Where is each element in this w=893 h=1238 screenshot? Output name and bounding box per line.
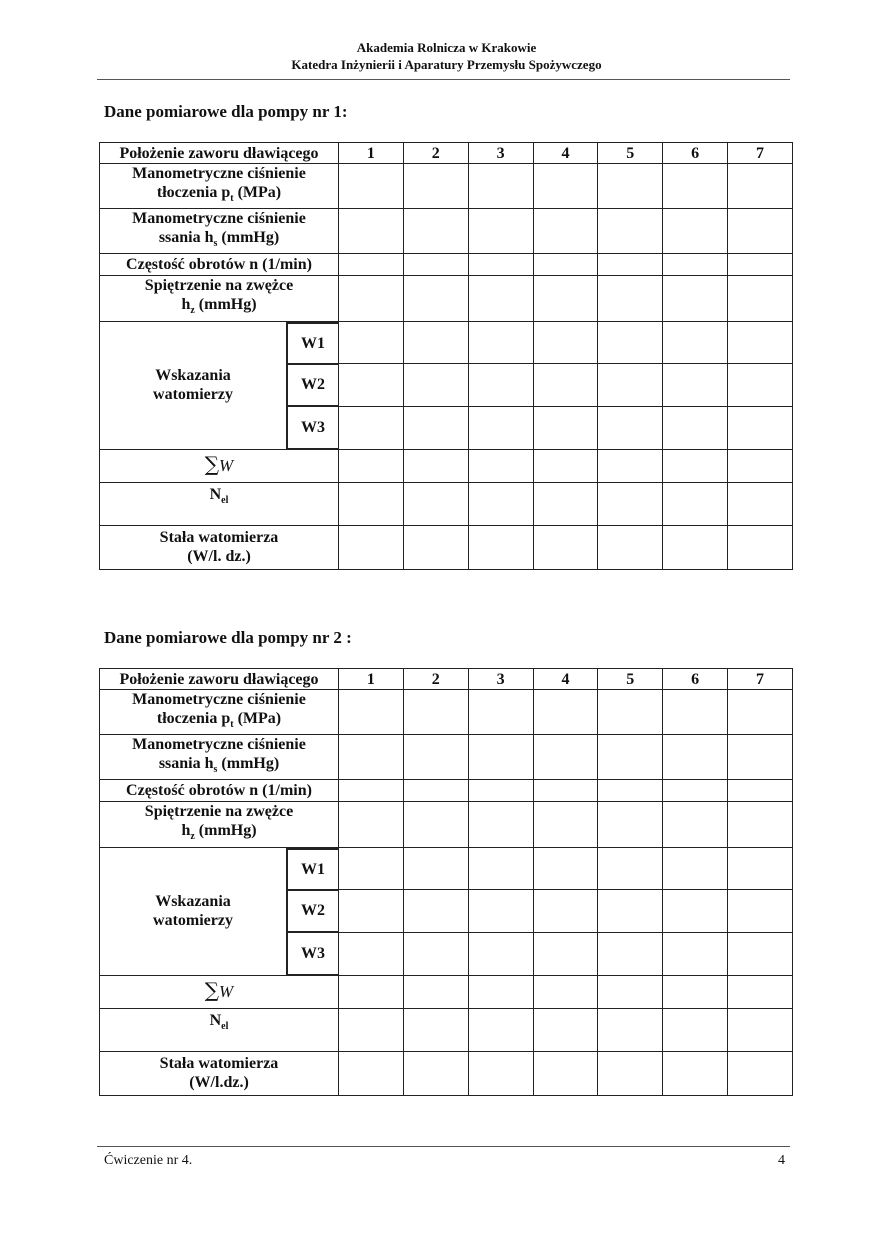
data-cell[interactable] xyxy=(598,975,663,1008)
data-cell[interactable] xyxy=(728,780,793,802)
data-cell[interactable] xyxy=(728,321,793,363)
data-cell[interactable] xyxy=(663,164,728,209)
data-cell[interactable] xyxy=(728,363,793,406)
label-line: h xyxy=(181,822,191,840)
data-cell[interactable] xyxy=(403,449,468,482)
orifice-head-label xyxy=(100,802,339,847)
data-cell[interactable] xyxy=(339,276,404,321)
unit: (mmHg) xyxy=(217,229,280,247)
w2-label: W2 xyxy=(286,365,338,407)
data-cell[interactable] xyxy=(403,735,468,780)
sum-variable: W xyxy=(219,456,234,476)
data-cell[interactable] xyxy=(403,276,468,321)
data-cell[interactable] xyxy=(663,1051,728,1095)
data-cell[interactable] xyxy=(468,889,533,932)
subscript: s xyxy=(213,764,218,776)
row-nel xyxy=(100,1008,793,1051)
data-cell[interactable] xyxy=(339,1051,404,1095)
label-line: watomierzy xyxy=(153,386,233,404)
subscript: el xyxy=(221,1020,229,1032)
orifice-head-label xyxy=(100,276,339,321)
row-orifice-head xyxy=(100,276,793,321)
page-number: 4 xyxy=(778,1153,785,1168)
data-cell[interactable] xyxy=(403,363,468,406)
section-title-pump-1: Dane pomiarowe dla pompy nr 1: xyxy=(104,102,348,121)
row-suction-pressure xyxy=(100,735,793,780)
data-cell[interactable] xyxy=(403,780,468,802)
data-cell[interactable] xyxy=(339,802,404,847)
data-cell[interactable] xyxy=(598,802,663,847)
data-cell[interactable] xyxy=(533,406,598,449)
data-cell[interactable] xyxy=(728,975,793,1008)
subscript: el xyxy=(221,494,229,506)
data-cell[interactable] xyxy=(598,406,663,449)
data-cell[interactable] xyxy=(339,254,404,276)
suction-pressure-label xyxy=(100,209,339,254)
data-cell[interactable] xyxy=(339,164,404,209)
data-cell[interactable] xyxy=(598,276,663,321)
data-cell[interactable] xyxy=(598,321,663,363)
data-cell[interactable] xyxy=(533,975,598,1008)
rotation-speed-label: Częstość obrotów n (1/min) xyxy=(100,780,339,802)
data-cell[interactable] xyxy=(468,254,533,276)
rotation-speed-label: Częstość obrotów n (1/min) xyxy=(100,254,339,276)
label-line: ssania h xyxy=(158,755,214,773)
label-line: Manometryczne ciśnienie xyxy=(132,691,306,708)
row-rotation-speed xyxy=(100,780,793,802)
measurement-table xyxy=(99,668,793,1096)
data-cell[interactable] xyxy=(468,525,533,569)
sum-w-label xyxy=(100,975,339,1008)
data-cell[interactable] xyxy=(533,690,598,735)
label-line: Manometryczne ciśnienie xyxy=(132,736,306,754)
unit: (mmHg) xyxy=(217,755,280,773)
discharge-pressure-label xyxy=(100,164,339,209)
data-cell[interactable] xyxy=(533,889,598,932)
column-header-5: 5 xyxy=(598,669,663,690)
header-row xyxy=(100,143,793,164)
data-cell[interactable] xyxy=(339,406,404,449)
data-cell[interactable] xyxy=(339,932,404,975)
wattmeter-readings-label xyxy=(100,848,286,975)
data-cell[interactable] xyxy=(533,482,598,525)
data-cell[interactable] xyxy=(339,363,404,406)
data-cell[interactable] xyxy=(598,363,663,406)
data-cell[interactable] xyxy=(663,735,728,780)
data-cell[interactable] xyxy=(728,735,793,780)
row-suction-pressure xyxy=(100,209,793,254)
column-header-5: 5 xyxy=(598,143,663,164)
data-cell[interactable] xyxy=(663,847,728,889)
row-wattmeter-w1 xyxy=(100,847,793,889)
label-line: ssania h xyxy=(158,229,214,247)
suction-pressure-label xyxy=(100,735,339,780)
data-cell[interactable] xyxy=(403,209,468,254)
column-header-2: 2 xyxy=(403,669,468,690)
data-cell[interactable] xyxy=(533,802,598,847)
data-cell[interactable] xyxy=(468,802,533,847)
label-line: Wskazania xyxy=(155,893,231,911)
data-cell[interactable] xyxy=(468,449,533,482)
subscript: t xyxy=(230,193,234,205)
data-cell[interactable] xyxy=(728,1051,793,1095)
row-wattmeter-w1 xyxy=(100,321,793,363)
data-cell[interactable] xyxy=(598,847,663,889)
data-cell[interactable] xyxy=(533,449,598,482)
label-line: tłoczenia p xyxy=(156,184,231,201)
column-header-4: 4 xyxy=(533,669,598,690)
data-cell[interactable] xyxy=(663,1008,728,1051)
sum-w-label xyxy=(100,449,339,482)
data-cell[interactable] xyxy=(663,780,728,802)
subscript: s xyxy=(213,238,218,250)
data-cell[interactable] xyxy=(468,209,533,254)
data-cell[interactable] xyxy=(663,932,728,975)
data-cell[interactable] xyxy=(728,690,793,735)
data-cell[interactable] xyxy=(728,1008,793,1051)
data-cell[interactable] xyxy=(533,735,598,780)
data-cell[interactable] xyxy=(598,889,663,932)
data-cell[interactable] xyxy=(468,1008,533,1051)
data-cell[interactable] xyxy=(339,975,404,1008)
w3-label: W3 xyxy=(286,933,338,976)
institution-name: Akademia Rolnicza w Krakowie xyxy=(356,40,537,55)
data-cell[interactable] xyxy=(533,321,598,363)
data-cell[interactable] xyxy=(663,975,728,1008)
nel-label xyxy=(100,1008,339,1051)
data-cell[interactable] xyxy=(403,321,468,363)
data-cell[interactable] xyxy=(533,932,598,975)
unit: (MPa) xyxy=(233,184,282,201)
nel-label xyxy=(100,482,339,525)
row-wattmeter-constant xyxy=(100,525,793,569)
w1-label: W1 xyxy=(286,322,338,365)
data-cell[interactable] xyxy=(468,482,533,525)
data-cell[interactable] xyxy=(403,1051,468,1095)
data-cell[interactable] xyxy=(728,847,793,889)
data-cell[interactable] xyxy=(403,254,468,276)
header-rule xyxy=(97,79,790,80)
label-line: (W/l.dz.) xyxy=(189,1074,249,1092)
subscript: z xyxy=(190,831,195,843)
data-cell[interactable] xyxy=(598,735,663,780)
wattmeter-readings-cell xyxy=(100,847,339,975)
label-line: watomierzy xyxy=(153,912,233,930)
data-cell[interactable] xyxy=(533,780,598,802)
label-line: Spiętrzenie na zwężce xyxy=(144,803,294,821)
data-cell[interactable] xyxy=(598,482,663,525)
data-cell[interactable] xyxy=(533,164,598,209)
column-header-7: 7 xyxy=(728,143,793,164)
data-cell[interactable] xyxy=(663,209,728,254)
data-cell[interactable] xyxy=(728,449,793,482)
data-cell[interactable] xyxy=(403,482,468,525)
data-cell[interactable] xyxy=(663,802,728,847)
w3-label: W3 xyxy=(286,407,338,450)
data-cell[interactable] xyxy=(403,889,468,932)
wattmeter-readings-cell xyxy=(100,321,339,449)
data-cell[interactable] xyxy=(663,363,728,406)
data-cell[interactable] xyxy=(663,690,728,735)
data-cell[interactable] xyxy=(728,889,793,932)
data-cell[interactable] xyxy=(339,525,404,569)
label-line: tłoczenia p xyxy=(156,710,231,727)
row-discharge-pressure xyxy=(100,164,793,209)
data-cell[interactable] xyxy=(533,254,598,276)
sum-variable: W xyxy=(219,982,234,1002)
label-line: Manometryczne ciśnienie xyxy=(132,210,306,228)
data-cell[interactable] xyxy=(403,1008,468,1051)
data-cell[interactable] xyxy=(403,847,468,889)
data-cell[interactable] xyxy=(598,164,663,209)
column-header-1: 1 xyxy=(339,669,404,690)
label-line: Stała watomierza xyxy=(159,1055,279,1073)
data-cell[interactable] xyxy=(468,164,533,209)
unit: (mmHg) xyxy=(194,296,257,314)
column-header-2: 2 xyxy=(403,143,468,164)
column-header-3: 3 xyxy=(468,143,533,164)
row-rotation-speed xyxy=(100,254,793,276)
data-cell[interactable] xyxy=(598,254,663,276)
data-cell[interactable] xyxy=(403,932,468,975)
valve-position-label: Położenie zaworu dławiącego xyxy=(100,143,339,164)
data-cell[interactable] xyxy=(728,525,793,569)
footer-rule xyxy=(97,1146,790,1147)
data-cell[interactable] xyxy=(468,735,533,780)
data-cell[interactable] xyxy=(403,406,468,449)
data-cell[interactable] xyxy=(339,889,404,932)
unit: (mmHg) xyxy=(194,822,257,840)
data-cell[interactable] xyxy=(339,321,404,363)
data-cell[interactable] xyxy=(468,276,533,321)
data-cell[interactable] xyxy=(663,276,728,321)
nel-symbol: N xyxy=(209,1011,222,1029)
data-cell[interactable] xyxy=(728,164,793,209)
column-header-6: 6 xyxy=(663,669,728,690)
data-cell[interactable] xyxy=(728,209,793,254)
column-header-3: 3 xyxy=(468,669,533,690)
data-cell[interactable] xyxy=(728,406,793,449)
data-cell[interactable] xyxy=(339,847,404,889)
row-discharge-pressure xyxy=(100,690,793,735)
data-cell[interactable] xyxy=(663,321,728,363)
data-cell[interactable] xyxy=(663,482,728,525)
subscript: t xyxy=(230,719,234,731)
data-cell[interactable] xyxy=(663,525,728,569)
data-cell[interactable] xyxy=(728,254,793,276)
data-cell[interactable] xyxy=(339,209,404,254)
data-cell[interactable] xyxy=(339,735,404,780)
data-cell[interactable] xyxy=(533,847,598,889)
data-cell[interactable] xyxy=(468,847,533,889)
data-cell[interactable] xyxy=(468,780,533,802)
row-nel xyxy=(100,482,793,525)
wattmeter-readings-label xyxy=(100,322,286,449)
row-sum-w xyxy=(100,975,793,1008)
sigma-symbol: ∑ xyxy=(204,452,220,477)
data-cell[interactable] xyxy=(598,1008,663,1051)
measurement-table xyxy=(99,142,793,570)
data-cell[interactable] xyxy=(403,975,468,1008)
data-cell[interactable] xyxy=(468,1051,533,1095)
data-cell[interactable] xyxy=(468,690,533,735)
data-cell[interactable] xyxy=(598,449,663,482)
subscript: z xyxy=(190,305,195,317)
label-line: h xyxy=(181,296,191,314)
department-name: Katedra Inżynierii i Aparatury Przemysłu Spożywczego xyxy=(291,57,602,72)
data-cell[interactable] xyxy=(403,802,468,847)
row-wattmeter-constant xyxy=(100,1051,793,1095)
data-cell[interactable] xyxy=(403,690,468,735)
wattmeter-constant-label xyxy=(100,1051,339,1095)
data-cell[interactable] xyxy=(598,1051,663,1095)
section-title-pump-2: Dane pomiarowe dla pompy nr 2 : xyxy=(104,628,352,647)
w1-label: W1 xyxy=(286,848,338,891)
label-line: Stała watomierza xyxy=(159,529,279,547)
data-cell[interactable] xyxy=(468,932,533,975)
valve-position-label: Położenie zaworu dławiącego xyxy=(100,669,339,690)
column-header-6: 6 xyxy=(663,143,728,164)
data-cell[interactable] xyxy=(533,276,598,321)
discharge-pressure-label xyxy=(100,690,339,735)
data-cell[interactable] xyxy=(403,525,468,569)
data-cell[interactable] xyxy=(533,1008,598,1051)
header-row xyxy=(100,669,793,690)
data-cell[interactable] xyxy=(663,449,728,482)
row-orifice-head xyxy=(100,802,793,847)
label-line: (W/l. dz.) xyxy=(187,548,251,566)
label-line: Wskazania xyxy=(155,367,231,385)
data-cell[interactable] xyxy=(598,690,663,735)
data-cell[interactable] xyxy=(533,525,598,569)
column-header-7: 7 xyxy=(728,669,793,690)
data-cell[interactable] xyxy=(533,1051,598,1095)
data-cell[interactable] xyxy=(533,363,598,406)
w2-label: W2 xyxy=(286,891,338,933)
column-header-1: 1 xyxy=(339,143,404,164)
data-cell[interactable] xyxy=(663,254,728,276)
data-cell[interactable] xyxy=(598,780,663,802)
data-cell[interactable] xyxy=(728,932,793,975)
data-cell[interactable] xyxy=(728,802,793,847)
data-cell[interactable] xyxy=(339,449,404,482)
data-cell[interactable] xyxy=(403,164,468,209)
row-sum-w xyxy=(100,449,793,482)
data-cell[interactable] xyxy=(468,975,533,1008)
data-cell[interactable] xyxy=(533,209,598,254)
sigma-symbol: ∑ xyxy=(204,978,220,1003)
data-cell[interactable] xyxy=(598,932,663,975)
nel-symbol: N xyxy=(209,485,222,503)
data-cell[interactable] xyxy=(598,525,663,569)
label-line: Manometryczne ciśnienie xyxy=(132,165,306,182)
label-line: Spiętrzenie na zwężce xyxy=(144,277,294,295)
data-cell[interactable] xyxy=(663,889,728,932)
data-cell[interactable] xyxy=(663,406,728,449)
data-cell[interactable] xyxy=(339,1008,404,1051)
data-cell[interactable] xyxy=(339,482,404,525)
data-cell[interactable] xyxy=(339,690,404,735)
column-header-4: 4 xyxy=(533,143,598,164)
data-cell[interactable] xyxy=(468,363,533,406)
data-cell[interactable] xyxy=(339,780,404,802)
data-cell[interactable] xyxy=(468,406,533,449)
footer-exercise-label: Ćwiczenie nr 4. xyxy=(104,1153,193,1168)
data-cell[interactable] xyxy=(728,276,793,321)
unit: (MPa) xyxy=(233,710,282,727)
data-cell[interactable] xyxy=(598,209,663,254)
data-cell[interactable] xyxy=(728,482,793,525)
wattmeter-constant-label xyxy=(100,525,339,569)
data-cell[interactable] xyxy=(468,321,533,363)
